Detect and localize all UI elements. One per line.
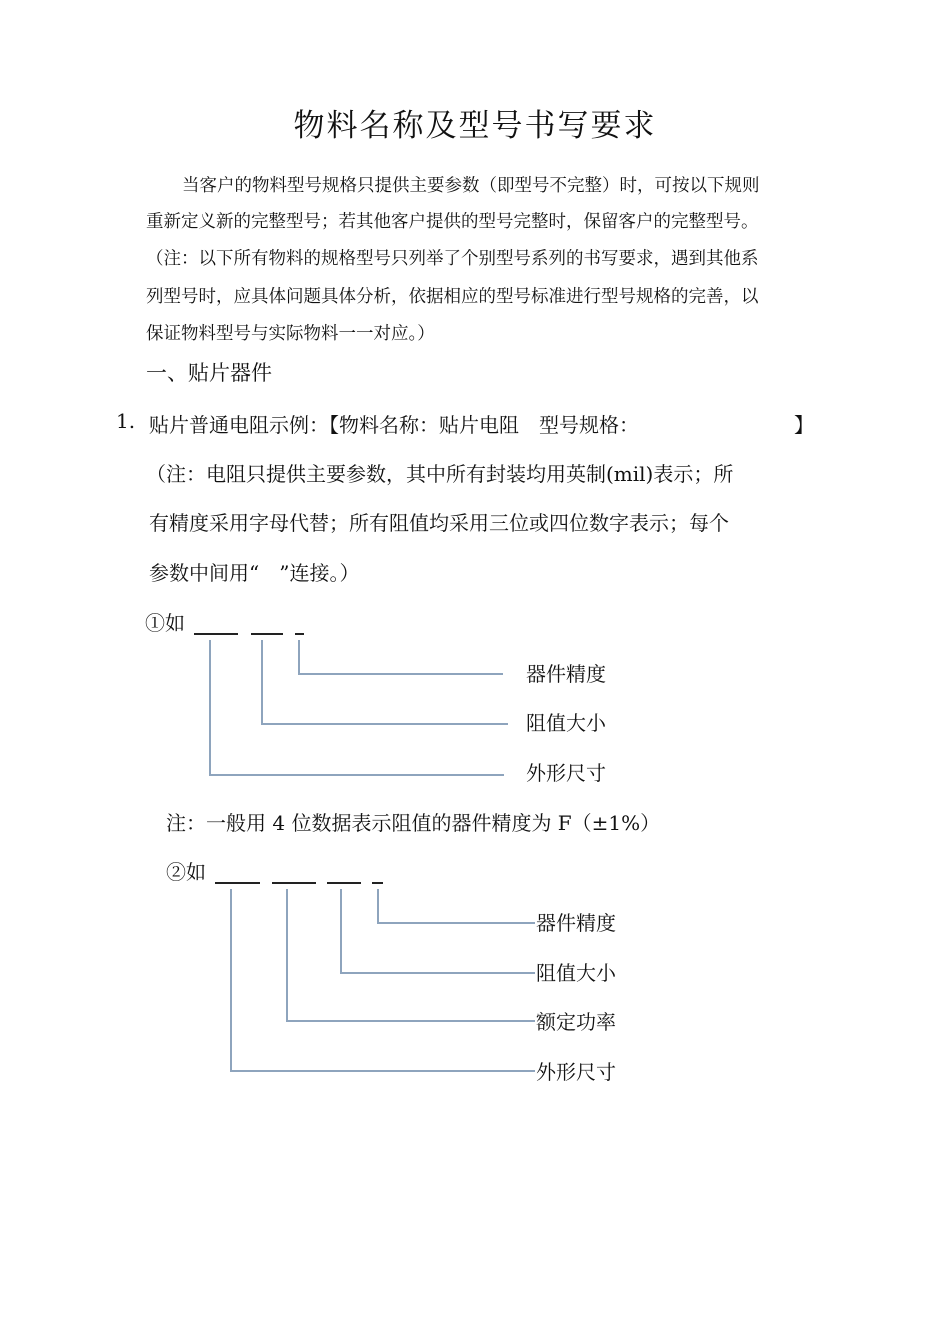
connector-line — [286, 889, 288, 1022]
blank-underline — [295, 633, 304, 635]
blank-underline — [215, 882, 260, 884]
intro-line-4: 列型号时，应具体问题具体分析，依据相应的型号标准进行型号规格的完善，以 — [146, 287, 759, 307]
example-2-prefix: ②如 — [166, 860, 206, 884]
connector-line — [377, 889, 379, 924]
item-note-line-3: 参数中间用“ ”连接。） — [149, 561, 360, 585]
connector-line — [340, 889, 342, 974]
item-heading: 贴片普通电阻示例：【物料名称：贴片电阻 型号规格： — [149, 413, 639, 437]
connector-line — [286, 1020, 535, 1022]
item-note-line-1: （注：电阻只提供主要参数，其中所有封装均用英制(mil)表示；所 — [146, 462, 734, 486]
intro-line-1: 当客户的物料型号规格只提供主要参数（即型号不完整）时，可按以下规则 — [182, 176, 760, 196]
connector-line — [230, 1070, 535, 1072]
connector-line — [377, 922, 535, 924]
item-number: 1. — [116, 409, 136, 433]
connector-line — [298, 673, 503, 675]
item-note-line-2: 有精度采用字母代替；所有阻值均采用三位或四位数字表示；每个 — [149, 511, 729, 535]
connector-line — [209, 640, 211, 776]
page-title: 物料名称及型号书写要求 — [293, 108, 657, 144]
bracket-close: 】 — [794, 413, 814, 437]
intro-line-3: （注：以下所有物料的规格型号只列举了个别型号系列的书写要求，遇到其他系 — [146, 249, 759, 269]
intro-line-5: 保证物料型号与实际物料一一对应。） — [146, 324, 435, 344]
blank-underline — [372, 882, 383, 884]
label-rated-power: 额定功率 — [536, 1010, 616, 1034]
example-1-prefix: ①如 — [145, 611, 185, 635]
label-resistance: 阻值大小 — [526, 711, 606, 735]
connector-line — [340, 972, 535, 974]
connector-line — [209, 774, 504, 776]
intro-line-2: 重新定义新的完整型号；若其他客户提供的型号完整时，保留客户的完整型号。 — [146, 212, 759, 232]
connector-line — [261, 640, 263, 725]
label-precision: 器件精度 — [536, 911, 616, 935]
blank-underline — [327, 882, 361, 884]
example-1-note: 注：一般用 4 位数据表示阻值的器件精度为 F（±1%） — [166, 811, 661, 835]
connector-line — [298, 640, 300, 675]
connector-line — [261, 723, 508, 725]
label-resistance: 阻值大小 — [536, 961, 616, 985]
label-size: 外形尺寸 — [536, 1060, 616, 1084]
connector-line — [230, 889, 232, 1072]
blank-underline — [272, 882, 316, 884]
blank-underline — [194, 633, 238, 635]
label-precision: 器件精度 — [526, 662, 606, 686]
blank-underline — [251, 633, 283, 635]
section-heading: 一、贴片器件 — [146, 361, 272, 385]
label-size: 外形尺寸 — [526, 761, 606, 785]
